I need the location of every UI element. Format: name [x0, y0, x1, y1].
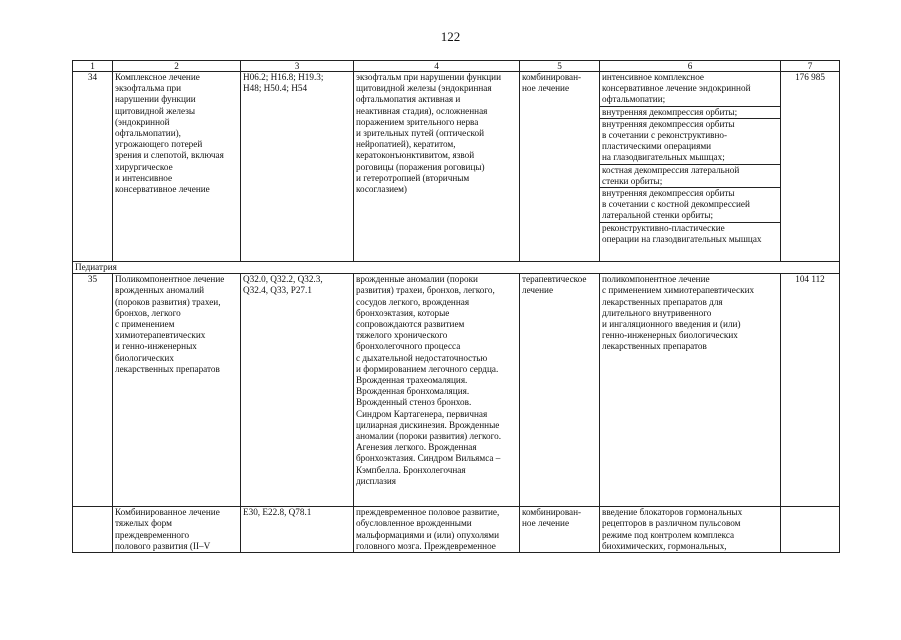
column-header: 5: [520, 61, 600, 72]
treatment-type: комбинирован- ное лечение: [520, 507, 600, 553]
row-number: [73, 507, 113, 553]
method-item: внутренняя декомпрессия орбиты;: [600, 107, 780, 119]
cost-value: [781, 507, 840, 553]
row-number: 35: [73, 274, 113, 507]
column-number-row: [73, 61, 840, 72]
patient-model: экзофтальм при нарушении функции щитовидной железы (эндокринная офтальмопатия активная и неактивная стадия), осложненная поражением зрительного нерва и зрительных путей (оптической нейропатией), кератитом, кератоконъюнктивитом, язвой роговицы (поражения роговицы) и гетеротропией (вторичным косоглазием): [354, 72, 520, 262]
method-item: реконструктивно-пластические операции на глазодвигательных мышцах: [602, 222, 762, 244]
table-row: [73, 274, 840, 507]
patient-model: преждевременное половое развитие, обусловленное врожденными мальформациями и (или) опухолями головного мозга. Преждевременное: [354, 507, 520, 553]
treatment-type: комбинирован- ное лечение: [520, 72, 600, 262]
section-title: Педиатрия: [73, 262, 840, 274]
method-item: внутренняя декомпрессия орбиты в сочетании с реконструктивно- пластическими операциями на глазодвигательных мышцах;: [600, 119, 780, 165]
column-header: 2: [113, 61, 241, 72]
row-number: 34: [73, 72, 113, 262]
page-number: 122: [440, 29, 461, 44]
treatment-methods: поликомпонентное лечение с применением химиотерапевтических лекарственных препаратов для длительного внутривенного и ингаляционного введения и (или) генно-инженерных биологических лекарственных препаратов: [600, 274, 781, 507]
table-row: [73, 507, 840, 553]
cost-value: 176 985: [781, 72, 840, 262]
method-item: костная декомпрессия латеральной стенки орбиты;: [600, 165, 780, 188]
icd-codes: Q32.0, Q32.2, Q32.3, Q32.4, Q33, P27.1: [241, 274, 354, 507]
treatment-name: Комбинированное лечение тяжелых форм преждевременного полового развития (II–V: [113, 507, 241, 553]
icd-codes: H06.2; H16.8; H19.3; H48; H50.4; H54: [241, 72, 354, 262]
treatment-name: Комплексное лечение экзофтальма при нарушении функции щитовидной железы (эндокринной офтальмопатии), угрожающего потерей зрения и слепотой, включая хирургическое и интенсивное консервативное лечение: [113, 72, 241, 262]
method-item: внутренняя декомпрессия орбиты в сочетании с костной декомпрессией латеральной стенки орбиты;: [600, 188, 780, 223]
column-header: 6: [600, 61, 781, 72]
column-header: 7: [781, 61, 840, 72]
treatment-type: терапевтическое лечение: [520, 274, 600, 507]
treatment-name: Поликомпонентное лечение врожденных аномалий (пороков развития) трахеи, бронхов, легкого с применением химиотерапевтических и генно-инженерных биологических лекарственных препаратов: [113, 274, 241, 507]
treatment-methods: введение блокаторов гормональных рецепторов в различном пульсовом режиме под контролем комплекса биохимических, гормональных,: [600, 507, 781, 553]
treatment-methods: [600, 72, 781, 262]
patient-model: врожденные аномалии (пороки развития) трахеи, бронхов, легкого, сосудов легкого, врожденная бронхоэктазия, которые сопровождаются развитием тяжелого хронического бронхолегочного процесса с дыхательной недостаточностью и формированием легочного сердца. Врожденная трахеомаляция. Врожденная бронхомаляция. Врожденный стеноз бронхов. Синдром Картагенера, первичная цилиарная дискинезия. Врожденные аномалии (пороки развития) легкого. Агенезия легкого. Врожденная бронхоэктазия. Синдром Вильямса – Кэмпбелла. Бронхолегочная дисплазия: [354, 274, 520, 507]
table-row: [73, 72, 840, 262]
column-header: 4: [354, 61, 520, 72]
icd-codes: E30, E22.8, Q78.1: [241, 507, 354, 553]
services-table: [72, 60, 840, 553]
cost-value: 104 112: [781, 274, 840, 507]
column-header: 3: [241, 61, 354, 72]
column-header: 1: [73, 61, 113, 72]
section-row: [73, 262, 840, 274]
method-item: интенсивное комплексное консервативное лечение эндокринной офтальмопатии;: [600, 72, 780, 107]
